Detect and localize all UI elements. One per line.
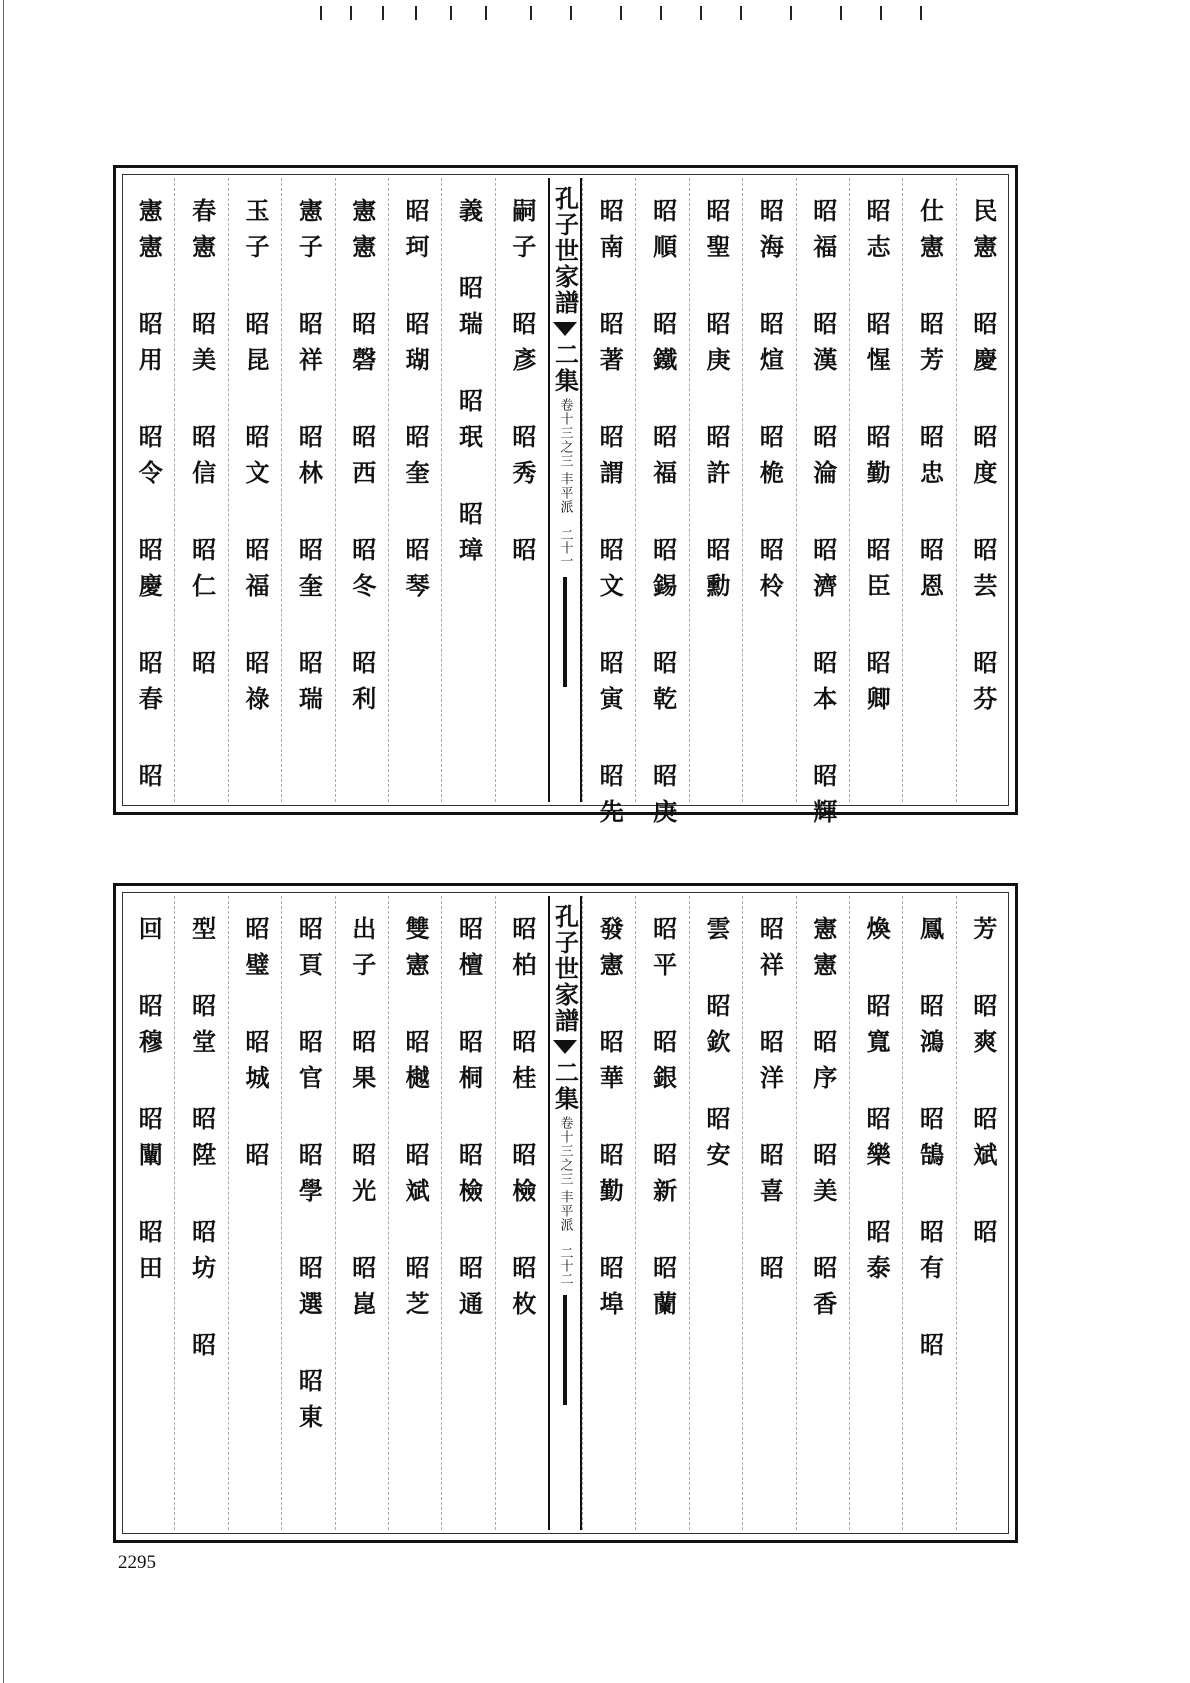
text-column [495,896,548,1530]
column-text: 憲子 昭祥 昭林 昭奎 昭瑞 [294,198,324,722]
scan-mark [485,6,487,20]
top-scan-marks [320,0,940,22]
branch-label: 丰平派 [557,1190,573,1232]
volume-label: 卷十三之三 [557,398,573,468]
scan-mark [700,6,702,20]
text-column [635,178,688,835]
text-column [441,178,494,802]
column-text: 春憲 昭美 昭信 昭仁 昭 [187,198,217,686]
text-columns [122,178,1009,835]
spine-bar [563,1295,567,1405]
text-column [388,178,441,802]
text-column [742,178,795,802]
text-column [281,178,334,802]
text-column [956,896,1009,1530]
column-text: 出子 昭果 昭光 昭崑 [347,916,377,1327]
text-column [635,896,688,1530]
column-text: 昭志 昭惺 昭勤 昭臣 昭卿 [862,198,892,722]
column-text: 型 昭堂 昭陞 昭坊 昭 [187,916,217,1368]
column-text: 民憲 昭慶 昭度 昭芸 昭芬 [968,198,998,722]
scan-mark [570,6,572,20]
column-text: 玉子 昭昆 昭文 昭福 昭祿 [240,198,270,722]
column-text: 回 昭穆 昭闡 昭田 [134,916,164,1291]
text-column [228,896,281,1530]
text-column [689,178,742,802]
text-column [902,178,955,802]
text-column [122,896,174,1530]
text-column [174,896,227,1530]
column-text: 發憲 昭華 昭勤 昭埠 [595,916,625,1327]
scan-mark [920,6,922,20]
scan-mark [620,6,622,20]
column-text: 昭南 昭著 昭謂 昭文 昭寅 昭先 [595,198,625,835]
column-text: 仕憲 昭芳 昭忠 昭恩 [915,198,945,609]
column-text: 煥 昭寬 昭樂 昭泰 [862,916,892,1291]
volume-label: 卷十三之三 [557,1116,573,1186]
folio-number: 二十一 [557,528,573,567]
column-text: 昭檀 昭桐 昭檢 昭通 [454,916,484,1327]
fish-tail-marker [553,322,577,336]
text-column [335,896,388,1530]
text-column [582,178,635,835]
column-text: 雲 昭欽 昭安 [701,916,731,1178]
text-column [849,896,902,1530]
column-text: 昭璧 昭城 昭 [240,916,270,1178]
column-text: 義 昭瑞 昭珉 昭璋 [454,198,484,573]
scan-mark [660,6,662,20]
text-column [388,896,441,1530]
column-text: 昭海 昭煊 昭桅 昭柃 [755,198,785,609]
scan-mark [320,6,322,20]
collection-label: 二集 [550,1060,580,1112]
text-column [281,896,334,1530]
column-text: 憲憲 昭用 昭令 昭慶 昭春 昭 [134,198,164,799]
column-text: 昭珂 昭瑚 昭奎 昭琴 [401,198,431,609]
scan-mark [740,6,742,20]
column-text: 昭順 昭鐵 昭福 昭錫 昭乾 昭庚 [648,198,678,835]
text-column [796,896,849,1530]
scan-mark [450,6,452,20]
column-text: 憲憲 昭磬 昭西 昭冬 昭利 [347,198,377,722]
column-text: 昭祥 昭洋 昭喜 昭 [755,916,785,1291]
collection-label: 二集 [550,342,580,394]
book-spine [548,896,582,1530]
scan-mark [415,6,417,20]
genealogy-page-top [113,165,1018,835]
column-text: 嗣子 昭彥 昭秀 昭 [507,198,537,573]
column-text: 鳳 昭鴻 昭鵠 昭有 昭 [915,916,945,1368]
text-column [689,896,742,1530]
column-text: 昭頁 昭官 昭學 昭選 昭東 [294,916,324,1440]
branch-label: 丰平派 [557,472,573,514]
fish-tail-marker [553,1040,577,1054]
scan-mark [840,6,842,20]
genealogy-page-bottom [113,883,1018,1543]
column-text: 雙憲 昭樾 昭斌 昭芝 [401,916,431,1327]
text-column [742,896,795,1530]
scan-mark [790,6,792,20]
column-text: 昭福 昭漢 昭淪 昭濟 昭本 昭輝 [808,198,838,835]
book-title: 孔子世家譜 [550,186,580,316]
spine-bar [563,577,567,687]
text-column [228,178,281,802]
scan-mark [350,6,352,20]
column-text: 芳 昭爽 昭斌 昭 [968,916,998,1255]
text-column [441,896,494,1530]
column-text: 昭柏 昭桂 昭檢 昭枚 [507,916,537,1327]
text-columns [122,896,1009,1530]
text-column [495,178,548,802]
scan-mark [880,6,882,20]
scan-edge-rule [3,0,4,1683]
scan-mark [382,6,384,20]
page-number: 2295 [118,1552,156,1573]
text-column [122,178,174,802]
text-column [174,178,227,802]
text-column [335,178,388,802]
scan-mark [530,6,532,20]
column-text: 昭聖 昭庚 昭許 昭勳 [701,198,731,609]
text-column [796,178,849,835]
book-spine [548,178,582,802]
column-text: 憲憲 昭序 昭美 昭香 [808,916,838,1327]
text-column [849,178,902,802]
text-column [582,896,635,1530]
book-title: 孔子世家譜 [550,904,580,1034]
column-text: 昭平 昭銀 昭新 昭蘭 [648,916,678,1327]
text-column [902,896,955,1530]
text-column [956,178,1009,802]
folio-number: 二十二 [557,1246,573,1285]
